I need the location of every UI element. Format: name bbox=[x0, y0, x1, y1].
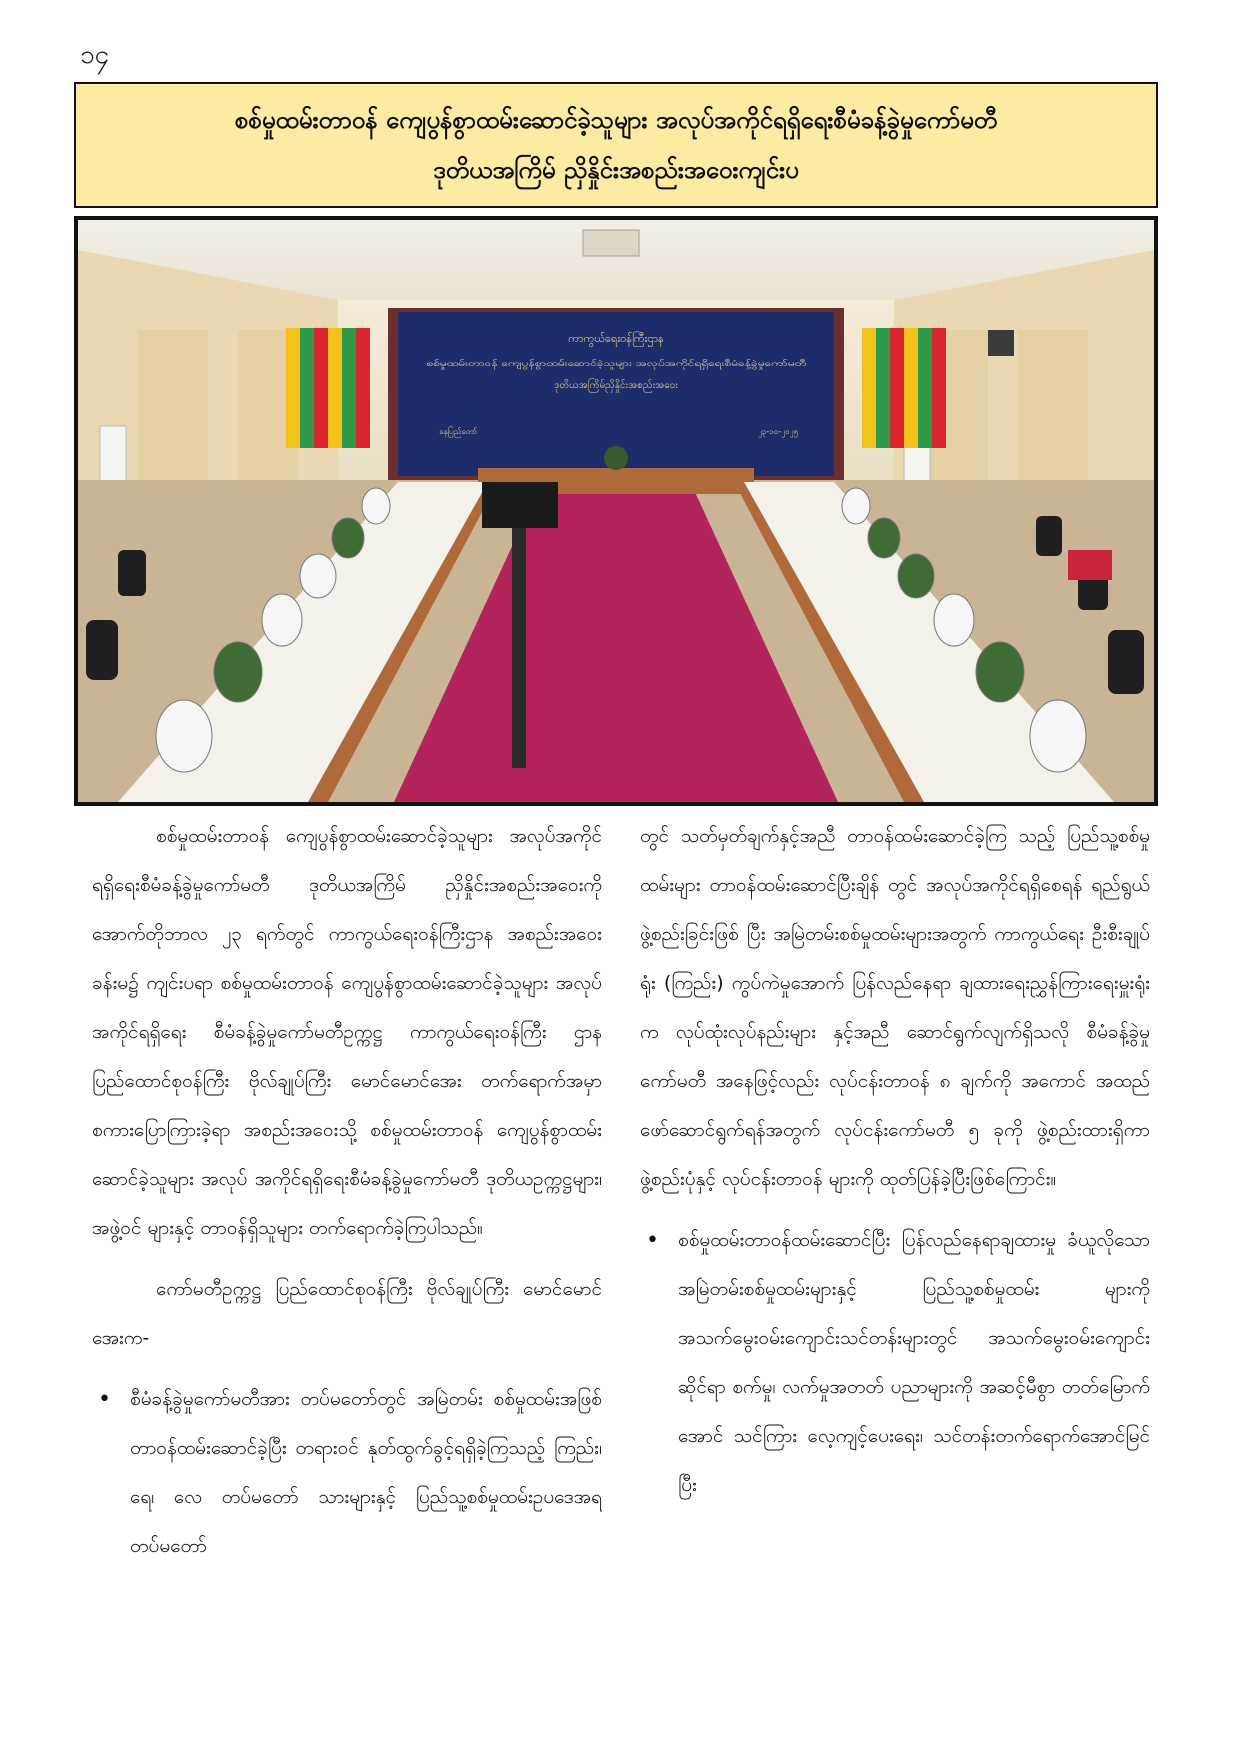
projector bbox=[583, 230, 639, 256]
backdrop-text-3: ဒုတိယအကြိမ်ညှိနှိုင်းအစည်းအဝေး bbox=[554, 380, 678, 391]
left-paragraph-2: ကော်မတီဥက္ကဋ္ဌ ပြည်ထောင်စုဝန်ကြီး ဗိုလ်ချုပ်ကြီး မောင်မောင်အေးက- bbox=[92, 1278, 602, 1349]
left-bullet-1-text: စီမံခန့်ခွဲမှုကော်မတီအား တပ်မတော်တွင် အမြဲတမ်း စစ်မှုထမ်းအဖြစ် တာဝန်ထမ်းဆောင်ခဲ့ပြီး တရားဝင် နုတ်ထွက်ခွင့်ရရှိခဲ့ကြသည့် ကြည်း၊ ရေ၊ လေ တပ်မတော် သားများနှင့် ပြည်သူ့စစ်မှုထမ်းဥပဒေအရ တပ်မတော် bbox=[130, 1388, 602, 1557]
article-title-line-1: စစ်မှုထမ်းတာဝန် ကျေပွန်စွာထမ်းဆောင်ခဲ့သူများ အလုပ်အကိုင်ရရှိရေးစီမံခန့်ခွဲမှုကော်မတီ bbox=[234, 106, 998, 134]
left-bullet-1 bbox=[92, 1375, 602, 1571]
right-bullet-1 bbox=[640, 1216, 1150, 1510]
backdrop-text-2: စစ်မှုထမ်းတာဝန် ကျေပွန်စွာထမ်းဆောင်ခဲ့သူများ အလုပ်အကိုင်ရရှိရေးစီမံခန့်ခွဲမှုကော်မတီ bbox=[426, 359, 680, 368]
laptop bbox=[1068, 550, 1112, 580]
flags-right bbox=[862, 328, 946, 448]
chairman bbox=[604, 446, 628, 470]
flags-left bbox=[286, 328, 370, 448]
page-number: ၁၄ bbox=[80, 40, 110, 70]
left-paragraph-1: စစ်မှုထမ်းတာဝန် ကျေပွန်စွာထမ်းဆောင်ခဲ့သူများ အလုပ်အကိုင်ရရှိရေးစီမံခန့်ခွဲမှုကော်မတီ ဒုတိယအကြိမ် ညှိနှိုင်းအစည်းအဝေးကို အောက်တိုဘာလ ၂၃ ရက်တွင် ကာကွယ်ရေးဝန်ကြီးဌာန အစည်းအဝေးခန်းမ၌ ကျင်းပရာ စစ်မှုထမ်းတာဝန် ကျေပွန်စွာထမ်းဆောင်ခဲ့သူများ အလုပ် အကိုင်ရရှိရေး စီမံခန့်ခွဲမှုကော်မတီဥက္ကဋ္ဌ ကာကွယ်ရေးဝန်ကြီး ဌာန ပြည်ထောင်စုဝန်ကြီး ဗိုလ်ချုပ်ကြီး မောင်မောင်အေး တက်ရောက်အမှာစကားပြောကြားခဲ့ရာ အစည်းအဝေးသို့ စစ်မှုထမ်းတာဝန် ကျေပွန်စွာထမ်းဆောင်ခဲ့သူများ အလုပ် အကိုင်ရရှိရေးစီမံခန့်ခွဲမှုကော်မတီ ဒုတိယဥက္ကဋ္ဌများ၊ အဖွဲ့ဝင် များနှင့် တာဝန်ရှိသူများ တက်ရောက်ခဲ့ကြပါသည်။ bbox=[92, 825, 602, 1239]
left-column bbox=[92, 812, 602, 1712]
center-monitor bbox=[482, 482, 558, 528]
bullet-icon: • bbox=[98, 1387, 111, 1412]
article-title-line-2: ဒုတိယအကြိမ် ညှိနှိုင်းအစည်းအဝေးကျင်းပ bbox=[433, 156, 799, 184]
speaker bbox=[988, 330, 1014, 356]
meeting-photo bbox=[74, 216, 1158, 806]
meeting-photo-drawing bbox=[78, 220, 1154, 802]
backdrop-location: နေပြည်တော် bbox=[439, 427, 477, 436]
right-paragraph-1: တွင် သတ်မှတ်ချက်နှင့်အညီ တာဝန်ထမ်းဆောင်ခဲ့ကြ သည့် ပြည်သူ့စစ်မှုထမ်းများ တာဝန်ထမ်းဆောင်ပြီးချိန် တွင် အလုပ်အကိုင်ရရှိစေရန် ရည်ရွယ်ဖွဲ့စည်းခြင်းဖြစ် ပြီး အမြဲတမ်းစစ်မှုထမ်းများအတွက် ကာကွယ်ရေး ဦးစီးချုပ်ရုံး (ကြည်း) ကွပ်ကဲမှုအောက် ပြန်လည်နေရာ ချထားရေးညွှန်ကြားရေးမှူးရုံးက လုပ်ထုံးလုပ်နည်းများ နှင့်အညီ ဆောင်ရွက်လျက်ရှိသလို စီမံခန့်ခွဲမှုကော်မတီ အနေဖြင့်လည်း လုပ်ငန်းတာဝန် ၈ ချက်ကို အကောင် အထည်ဖော်ဆောင်ရွက်ရန်အတွက် လုပ်ငန်းကော်မတီ ၅ ခုကို ဖွဲ့စည်းထားရှိကာ ဖွဲ့စည်းပုံနှင့် လုပ်ငန်းတာဝန် များကို ထုတ်ပြန်ခဲ့ပြီးဖြစ်ကြောင်း။ bbox=[640, 825, 1150, 1190]
backdrop-date: ၂၃-၁၀-၂၀၂၅ bbox=[757, 427, 799, 436]
right-column bbox=[640, 812, 1150, 1712]
bullet-icon: • bbox=[646, 1228, 659, 1253]
backdrop-text-1: ကာကွယ်ရေးဝန်ကြီးဌာန bbox=[568, 332, 664, 345]
wall-panel bbox=[138, 330, 208, 500]
right-bullet-1-text: စစ်မှုထမ်းတာဝန်ထမ်းဆောင်ပြီး ပြန်လည်နေရာချထားမှု ခံယူလိုသော အမြဲတမ်းစစ်မှုထမ်းများနှင့် ပြည်သူ့စစ်မှုထမ်း များကို အသက်မွေးဝမ်းကျောင်းသင်တန်းများတွင် အသက်မွေးဝမ်းကျောင်းဆိုင်ရာ စက်မှု၊ လက်မှုအတတ် ပညာများကို အဆင့်မီစွာ တတ်မြောက်အောင် သင်ကြား လေ့ကျင့်ပေးရေး၊ သင်တန်းတက်ရောက်အောင်မြင်ပြီး bbox=[678, 1229, 1150, 1496]
article-title-box bbox=[74, 82, 1158, 208]
center-stand bbox=[512, 528, 526, 768]
wall-panel bbox=[1018, 330, 1088, 500]
